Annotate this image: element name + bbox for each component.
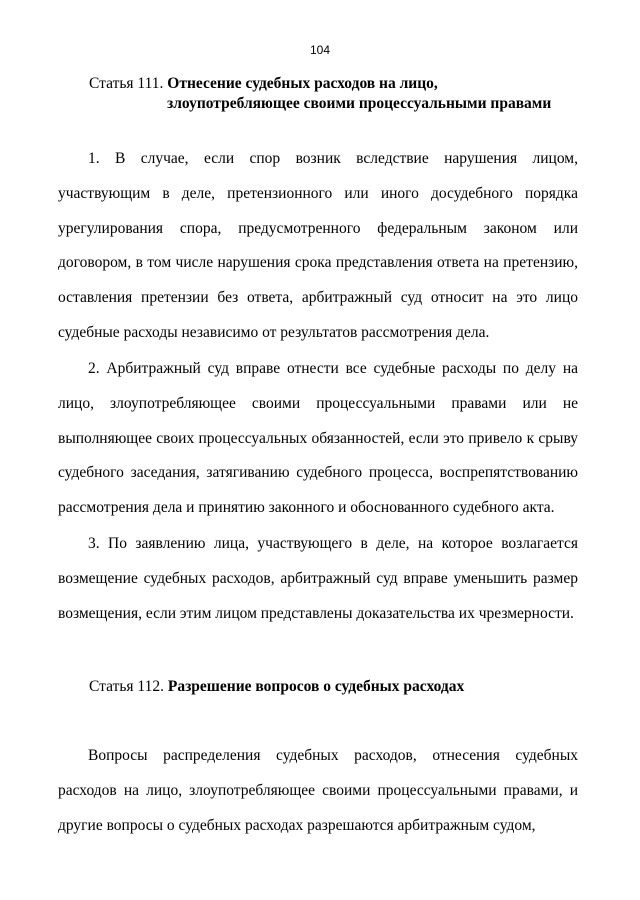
article-111-number: Статья 111. (89, 75, 164, 92)
article-112-heading (89, 677, 464, 697)
article-112-title: Разрешение вопросов о судебных расходах (167, 678, 465, 695)
article-111-paragraph-2: 2. Арбитражный суд вправе отнести все судебные расходы по делу на лицо, злоупотребляющее своими процессуальными правами или не выполняющее своих процессуальных обязанностей, если это привело к срыву судебного заседания, затягиванию судебного процесса, воспрепятствованию рассмотрения дела и принятию законного и обоснованного судебного акта. (58, 360, 578, 517)
article-111-paragraph-3: 3. По заявлению лица, участвующего в деле, на которое возлагается возмещение судебных расходов, арбитражный суд вправе уменьшить размер возмещения, если этим лицом представлены доказательства их чрезмерности. (58, 535, 578, 622)
article-111-paragraph-1: 1. В случае, если спор возник вследствие нарушения лицом, участвующим в деле, претензионного или иного досудебного порядка урегулирования спора, предусмотренного федеральным законом или договором, в том числе нарушения срока представления ответа на претензию, оставления претензии без ответа, арбитражный суд относит на это лицо судебные расходы независимо от результатов рассмотрения дела. (58, 150, 578, 341)
article-112-paragraph-1: Вопросы распределения судебных расходов, отнесения судебных расходов на лицо, злоупотребляющее своими процессуальными правами, и другие вопросы о судебных расходах разрешаются арбитражным судом, (58, 747, 578, 834)
article-111-title-line2: злоупотребляющее своими процессуальными правами (167, 95, 552, 112)
article-111-heading (89, 74, 438, 94)
article-112-number: Статья 112. (89, 678, 164, 695)
page-number: 104 (309, 43, 331, 57)
article-111-title-line1: Отнесение судебных расходов на лицо, (167, 75, 438, 92)
